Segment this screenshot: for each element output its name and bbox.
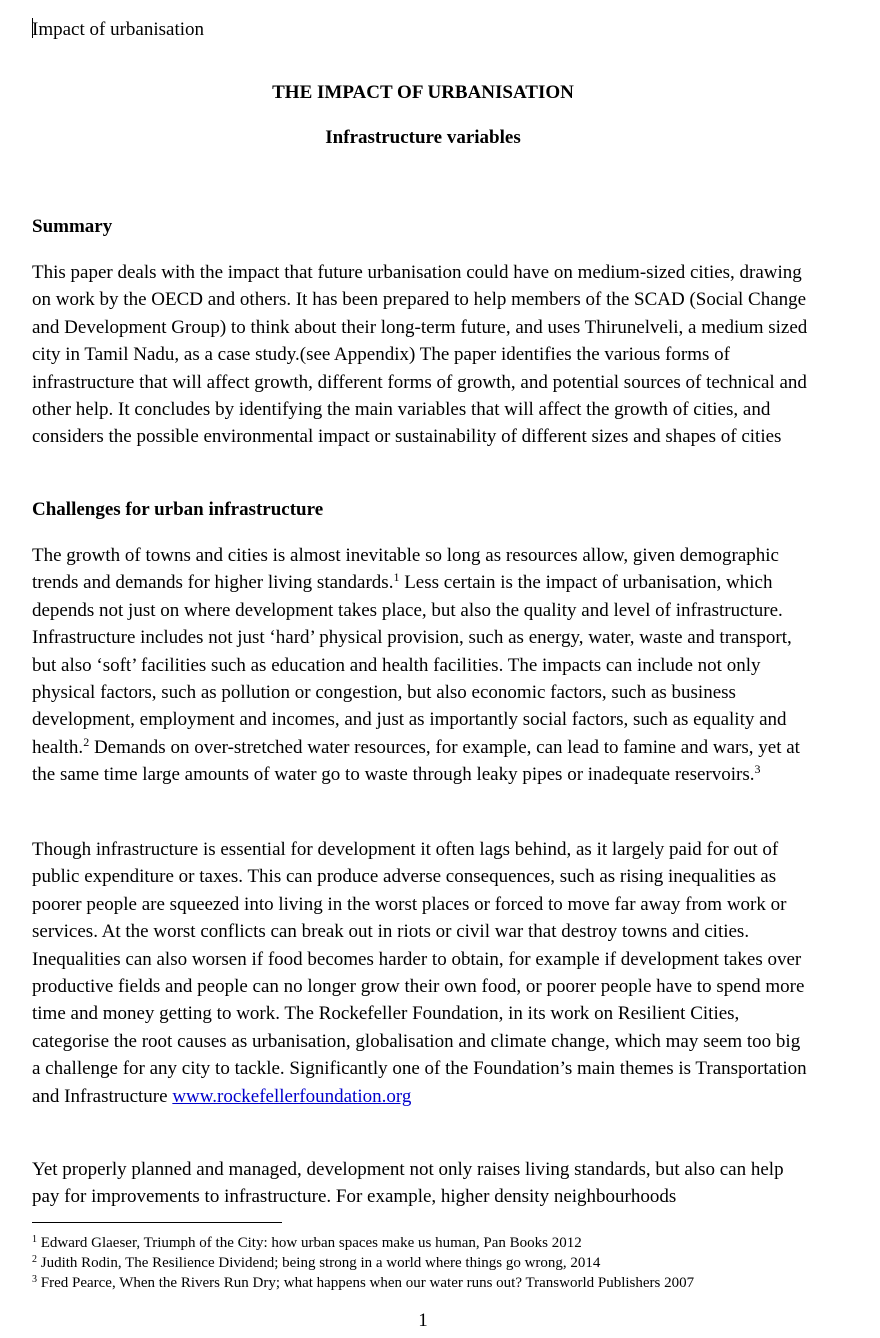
footnote-3-number: 3 <box>32 1274 37 1285</box>
challenges-paragraph-1 <box>32 542 816 789</box>
footnote-ref-1[interactable]: 1 <box>393 570 400 585</box>
summary-heading: Summary <box>32 216 113 237</box>
challenges-paragraph-3: Yet properly planned and managed, development not only raises living standards, but also can help pay for improvements to infrastructure. For example, higher density neighbourhoods <box>32 1159 784 1208</box>
footnotes <box>32 1233 832 1293</box>
challenges-p1-part1: The growth of towns and cities is almost inevitable so long as resources allow, given demographic trends and demands for higher living standards. <box>32 545 779 594</box>
footnote-1-text: Edward Glaeser, Triumph of the City: how urban spaces make us human, Pan Books 2012 <box>37 1235 582 1251</box>
footnote-separator <box>32 1222 282 1223</box>
footnote-1 <box>32 1233 832 1253</box>
challenges-p2-text: Though infrastructure is essential for development it often lags behind, as it largely paid for out of public expenditure or taxes. This can produce adverse consequences, such as rising inequalities as poorer people are squeezed into living in the worst places or forced to move far away from work or services. At the worst conflicts can break out in riots or civil war that destroy towns and cities. Inequalities can also worsen if food becomes harder to obtain, for example if development takes over productive fields and people can no longer grow their own food, or poorer people have to spend more time and money getting to work. The Rockefeller Foundation, in its work on Resilient Cities, categorise the root causes as urbanisation, globalisation and climate change, which may seem too big a challenge for any city to tackle. Significantly one of the Foundation’s main themes is Transportation and Infrastructure <box>32 839 807 1107</box>
document-subtitle: Infrastructure variables <box>325 127 521 148</box>
footnote-3 <box>32 1273 832 1293</box>
page-number: 1 <box>418 1310 428 1331</box>
footnote-ref-3[interactable]: 3 <box>754 762 761 777</box>
footnote-2-number: 2 <box>32 1254 37 1265</box>
document-title: THE IMPACT OF URBANISATION <box>272 82 574 103</box>
running-header[interactable] <box>32 18 204 41</box>
footnote-1-number: 1 <box>32 1234 37 1245</box>
challenges-p1-part2: Less certain is the impact of urbanisation, which depends not just on where development takes place, but also the quality and level of infrastructure. Infrastructure includes not just ‘hard’ physical provision, such as energy, water, waste and transport, but also ‘soft’ facilities such as education and health facilities. The impacts can include not only physical factors, such as pollution or congestion, but also economic factors, such as business development, employment and incomes, and just as importantly social factors, such as equality and health. <box>32 572 792 758</box>
running-header-text: Impact of urbanisation <box>32 19 205 40</box>
challenges-heading: Challenges for urban infrastructure <box>32 499 324 520</box>
footnote-ref-2[interactable]: 2 <box>83 734 90 749</box>
footnote-2-text: Judith Rodin, The Resilience Dividend; being strong in a world where things go wrong, 2014 <box>37 1255 601 1271</box>
footnote-3-text: Fred Pearce, When the Rivers Run Dry; what happens when our water runs out? Transworld Publishers 2007 <box>37 1275 695 1291</box>
rockefeller-link[interactable]: www.rockefellerfoundation.org <box>172 1085 412 1107</box>
summary-paragraph: This paper deals with the impact that future urbanisation could have on medium-sized cities, drawing on work by the OECD and others. It has been prepared to help members of the SCAD (Social Change and Development Group) to think about their long-term future, and uses Thirunelveli, a medium sized city in Tamil Nadu, as a case study.(see Appendix) The paper identifies the various forms of infrastructure that will affect growth, different forms of growth, and potential sources of technical and other help. It concludes by identifying the main variables that will affect the growth of cities, and considers the possible environmental impact or sustainability of different sizes and shapes of cities <box>32 262 808 448</box>
footnote-2 <box>32 1253 832 1273</box>
challenges-p1-part3: Demands on over-stretched water resources, for example, can lead to famine and wars, yet at the same time large amounts of water go to waste through leaky pipes or inadequate reservoirs. <box>32 736 800 786</box>
challenges-paragraph-2 <box>32 836 812 1110</box>
